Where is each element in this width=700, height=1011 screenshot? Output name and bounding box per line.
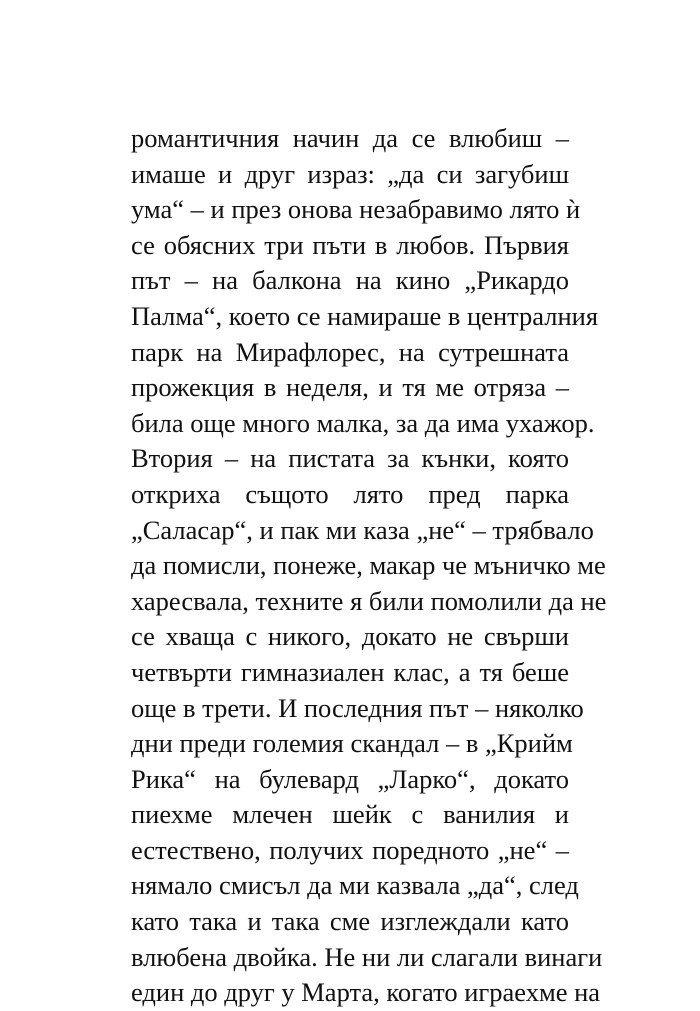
text-line: „Саласар“, и пак ми каза „не“ – трябвало: [131, 514, 594, 545]
text-line: един до друг у Марта, когато играехме на: [131, 977, 601, 1008]
text-line: дни преди големия скандал – в „Крийм: [131, 728, 573, 759]
text-line: се обясних три пъти в любов. Първия: [131, 229, 569, 260]
text-line: естествено, получих поредното „не“ –: [131, 834, 569, 865]
text-line: имаше и друг израз: „да си загубиш: [131, 158, 569, 189]
text-line: се хваща с никого, докато не свърши: [131, 621, 569, 652]
text-line: Палма“, което се намираше в централния: [131, 300, 599, 331]
text-line: откриха същото лято пред парка: [131, 478, 569, 509]
text-line: харесвала, техните я били помолили да не: [131, 585, 607, 616]
text-line: Рика“ на булевард „Ларко“, докато: [131, 763, 569, 794]
text-line: прожекция в неделя, и тя ме отряза –: [131, 372, 569, 403]
text-line: влюбена двойка. Не ни ли слагали винаги: [131, 941, 603, 972]
text-line: романтичния начин да се влюбиш –: [131, 123, 569, 153]
text-line: път – на балкона на кино „Рикардо: [131, 265, 569, 296]
text-line: нямало смисъл да ми казвала „да“, след: [131, 870, 579, 901]
text-line: пиехме млечен шейк с ванилия и: [131, 799, 569, 830]
body-text: [131, 121, 607, 1011]
text-line: като така и така сме изглеждали като: [131, 906, 569, 937]
text-line: Втория – на пистата за кънки, която: [131, 443, 569, 474]
text-line: четвърти гимназиален клас, а тя беше: [131, 656, 569, 687]
text-line: ума“ – и през онова незабравимо лято ѝ: [131, 194, 581, 225]
text-line: била още много малка, за да има ухажор.: [131, 407, 595, 438]
text-line: още в трети. И последния път – няколко: [131, 692, 584, 723]
text-line: да помисли, понеже, макар че мъничко ме: [131, 550, 606, 581]
text-line: парк на Мирафлорес, на сутрешната: [131, 336, 569, 367]
